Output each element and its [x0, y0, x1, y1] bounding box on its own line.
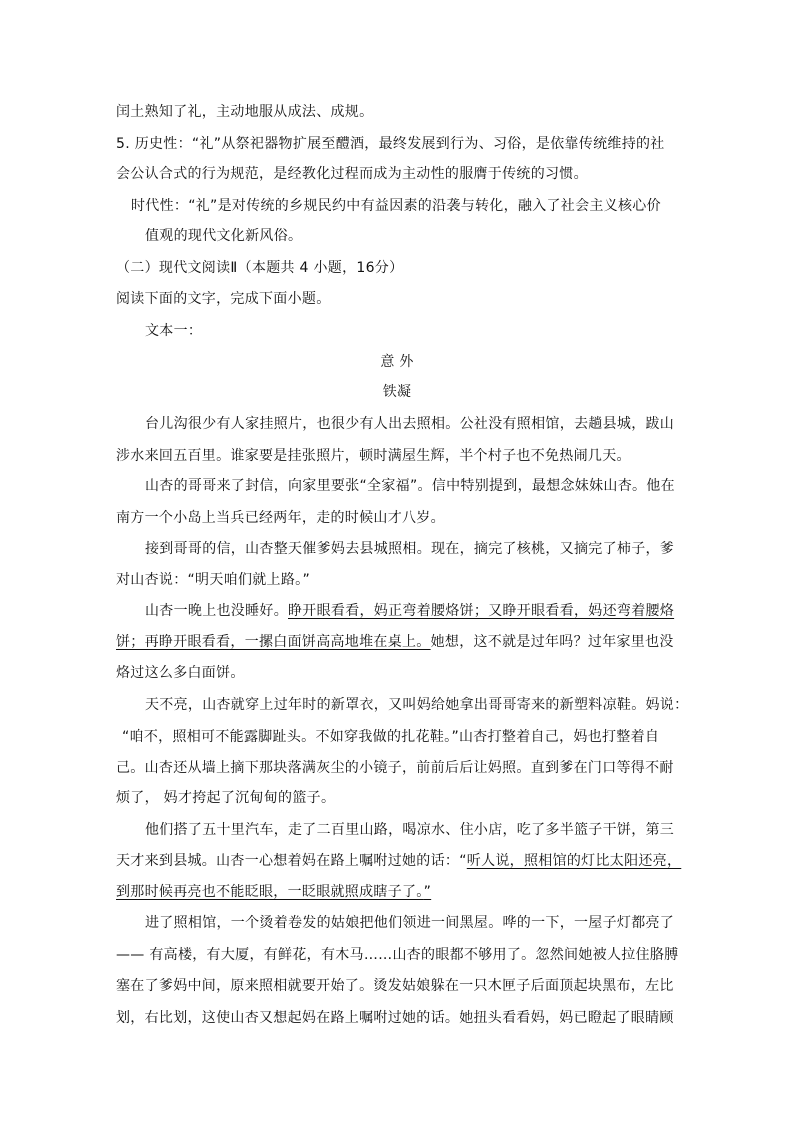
plain-text: 天才来到县城。山杏一心想着妈在路上嘱咐过她的话：“: [116, 853, 467, 869]
paragraph-line: 对山杏说：“明天咱们就上路。”: [116, 572, 311, 588]
paragraph-line: 己。山杏还从墙上摘下那块落满灰尘的小镜子，前前后后让妈照。直到爹在门口等得不耐: [116, 760, 674, 776]
paragraph-line: [145, 601, 674, 621]
text-line: 时代性：“礼”是对传统的乡规民约中有益因素的沿袭与转化，融入了社会主义核心价: [131, 198, 661, 214]
paragraph-line: 烦了， 妈才挎起了沉甸甸的篮子。: [116, 790, 336, 806]
text-line: 值观的现代文化新风俗。: [145, 228, 303, 244]
article-author: 铁凝: [382, 384, 412, 400]
plain-text: 山杏一晚上也没睡好。: [145, 603, 288, 619]
underlined-text: ”: [423, 884, 432, 900]
plain-text: 她想，这不就是过年吗？过年家里也没: [430, 634, 674, 650]
paragraph-line: 他们搭了五十里汽车，走了二百里山路，喝凉水、住小店，吃了多半篮子干饼，第三: [145, 822, 675, 838]
paragraph-line: 台儿沟很少有人家挂照片，也很少有人出去照相。公社没有照相馆，去趟县城，跋山: [145, 416, 675, 432]
paragraph-line: 接到哥哥的信，山杏整天催爹妈去县城照相。现在，摘完了核桃，又摘完了柿子，爹: [145, 541, 675, 557]
paragraph-line: 涉水来回五百里。谁家要是挂张照片，顿时满屋生辉，半个村子也不免热闹几天。: [116, 448, 631, 464]
underlined-text: 到那时候再亮也不能眨眼，一眨眼就照成瞎子了。: [116, 884, 424, 900]
underlined-text: 听人说，照相馆的灯比太阳还亮，: [466, 853, 682, 869]
underlined-text: 饼；再睁开眼看看，一摞白面饼高高地堆在桌上。: [116, 634, 431, 650]
paragraph-line: 塞在了爹妈中间，原来照相就要开始了。烫发姑娘躲在一只木匣子后面顶起块黑布，左比: [116, 978, 674, 994]
paragraph-line: [116, 851, 681, 871]
text-line: 闰土熟知了礼，主动地服从成法、成规。: [116, 104, 374, 120]
paragraph-line: [116, 882, 431, 902]
underlined-text: 睁开眼看看，妈正弯着腰烙饼；又睁开眼看看，妈还弯着腰烙: [288, 603, 675, 619]
instruction-text: 阅读下面的文字，完成下面小题。: [116, 291, 331, 307]
text-line: 会公认合式的行为规范，是经教化过程而成为主动性的服膺于传统的习惯。: [116, 166, 588, 182]
paragraph-line: “咱不，照相可不能露脚趾头。不如穿我做的扎花鞋。”山杏打整着自己，妈也打整着自: [122, 729, 660, 745]
text-line: 5. 历史性：“礼”从祭祀器物扩展至醴酒，最终发展到行为、习俗，是依靠传统维持的社: [116, 136, 665, 152]
paragraph-line: 天不亮，山杏就穿上过年时的新罩衣，又叫妈给她拿出哥哥寄来的新塑料凉鞋。妈说：: [145, 697, 689, 713]
paragraph-line: 山杏的哥哥来了封信，向家里要张“全家福”。信中特别提到，最想念妹妹山杏。他在: [145, 478, 675, 494]
paragraph-line: [116, 632, 674, 652]
paragraph-line: 南方一个小岛上当兵已经两年，走的时候山才八岁。: [116, 510, 445, 526]
paragraph-line: 进了照相馆，一个烫着卷发的姑娘把他们领进一间黑屋。哗的一下，一屋子灯都亮了: [145, 915, 675, 931]
text-label: 文本一：: [145, 323, 203, 339]
paragraph-line: 烙过这么多白面饼。: [116, 665, 245, 681]
article-title: 意 外: [380, 354, 414, 370]
section-heading: （二）现代文阅读Ⅱ（本题共 4 小题，16分）: [116, 260, 404, 276]
paragraph-line: —— 有高楼，有大厦，有鲜花，有木马……山杏的眼都不够用了。忽然间她被人拉住胳膊: [116, 947, 679, 963]
paragraph-line: 划，右比划，这使山杏又想起妈在路上嘱咐过她的话。她扭头看看妈，妈已瞪起了眼睛顾: [116, 1010, 674, 1026]
